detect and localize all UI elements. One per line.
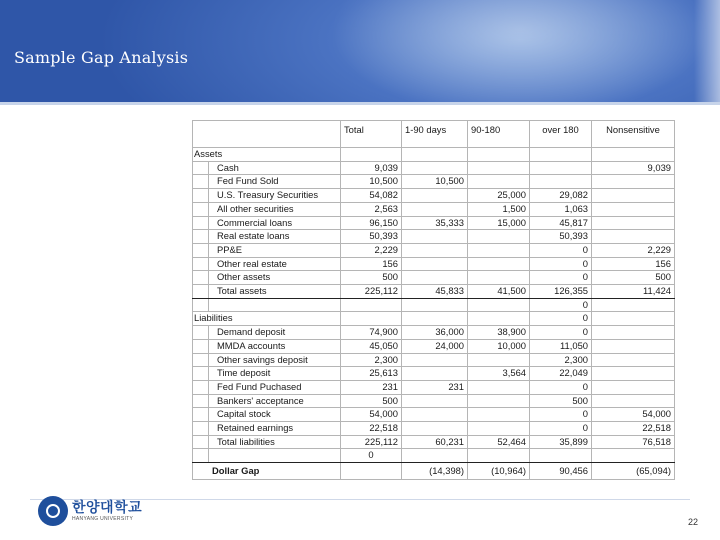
cell-nonsensitive [592, 326, 675, 340]
cell-1-90-days [402, 271, 468, 285]
cell-over-180: 0 [530, 257, 592, 271]
cell-total: 50,393 [341, 230, 402, 244]
cell-1-90-days [402, 243, 468, 257]
table-row [193, 202, 675, 216]
cell-1-90-days: 60,231 [402, 435, 468, 449]
cell-over-180: 45,817 [530, 216, 592, 230]
cell-1-90-days [402, 161, 468, 175]
cell-90-180 [468, 380, 530, 394]
assets-rows [193, 161, 675, 284]
row-label: U.S. Treasury Securities [209, 189, 341, 203]
cell-90-180: 3,564 [468, 367, 530, 381]
table-row [193, 189, 675, 203]
cell-90-180: 52,464 [468, 435, 530, 449]
cell-90-180 [468, 408, 530, 422]
cell-1-90-days: 36,000 [402, 326, 468, 340]
row-label: Other real estate [209, 257, 341, 271]
cell-90-180: (10,964) [468, 463, 530, 480]
liabilities-rows [193, 326, 675, 436]
cell-over-180 [530, 175, 592, 189]
table-row [193, 243, 675, 257]
cell-over-180: 2,300 [530, 353, 592, 367]
cell-over-180: 11,050 [530, 339, 592, 353]
row-label: All other securities [209, 202, 341, 216]
cell-90-180 [468, 394, 530, 408]
table-row [193, 422, 675, 436]
cell-total: 54,082 [341, 189, 402, 203]
cell-nonsensitive [592, 189, 675, 203]
cell-total: 225,112 [341, 285, 402, 299]
cell-total: 156 [341, 257, 402, 271]
cell-over-180: 0 [530, 380, 592, 394]
cell-nonsensitive [592, 367, 675, 381]
banner-glow [330, 0, 710, 102]
cell-total: 22,518 [341, 422, 402, 436]
cell-90-180: 41,500 [468, 285, 530, 299]
cell-90-180 [468, 422, 530, 436]
cell-over-180: 29,082 [530, 189, 592, 203]
cell-1-90-days: (14,398) [402, 463, 468, 480]
row-label: Real estate loans [209, 230, 341, 244]
cell-90-180: 38,900 [468, 326, 530, 340]
table-row [193, 339, 675, 353]
banner-edge [694, 0, 720, 102]
cell-over-180: 0 [530, 326, 592, 340]
university-emblem-icon [38, 496, 68, 526]
cell-1-90-days: 10,500 [402, 175, 468, 189]
cell-1-90-days: 231 [402, 380, 468, 394]
row-label: PP&E [209, 243, 341, 257]
cell-1-90-days [402, 257, 468, 271]
row-label: Other assets [209, 271, 341, 285]
cell-90-180: 10,000 [468, 339, 530, 353]
cell-over-180: 50,393 [530, 230, 592, 244]
cell-nonsensitive [592, 230, 675, 244]
table-row [193, 230, 675, 244]
cell-90-180: 15,000 [468, 216, 530, 230]
cell-total: 231 [341, 380, 402, 394]
row-label: Fed Fund Sold [209, 175, 341, 189]
assets-heading: Assets [193, 148, 341, 162]
cell-over-180: 0 [530, 312, 592, 326]
cell-nonsensitive: 54,000 [592, 408, 675, 422]
cell-nonsensitive: (65,094) [592, 463, 675, 480]
table-row [193, 326, 675, 340]
cell-total: 225,112 [341, 435, 402, 449]
table-row [193, 394, 675, 408]
cell-total: 2,300 [341, 353, 402, 367]
cell-total: 500 [341, 271, 402, 285]
row-label: Bankers' acceptance [209, 394, 341, 408]
cell-total: 0 [341, 449, 402, 463]
dollar-gap-row [193, 463, 675, 480]
cell-90-180 [468, 175, 530, 189]
university-logo [38, 493, 146, 529]
cell-90-180 [468, 353, 530, 367]
row-label: Other savings deposit [209, 353, 341, 367]
row-label: Commercial loans [209, 216, 341, 230]
cell-total: 54,000 [341, 408, 402, 422]
cell-over-180: 0 [530, 298, 592, 312]
total-liabilities-extra-row [193, 449, 675, 463]
row-label: Capital stock [209, 408, 341, 422]
table-row [193, 175, 675, 189]
dollar-gap-label: Dollar Gap [193, 463, 341, 480]
cell-1-90-days [402, 422, 468, 436]
table-header-row [193, 121, 675, 148]
liabilities-section-row [193, 312, 675, 326]
cell-nonsensitive: 9,039 [592, 161, 675, 175]
cell-nonsensitive: 2,229 [592, 243, 675, 257]
cell-total: 2,563 [341, 202, 402, 216]
cell-nonsensitive [592, 216, 675, 230]
cell-nonsensitive: 11,424 [592, 285, 675, 299]
table-row [193, 216, 675, 230]
cell-over-180: 22,049 [530, 367, 592, 381]
row-label: Cash [209, 161, 341, 175]
row-label: Fed Fund Puchased [209, 380, 341, 394]
cell-nonsensitive [592, 380, 675, 394]
table-row [193, 380, 675, 394]
cell-1-90-days [402, 394, 468, 408]
cell-nonsensitive: 156 [592, 257, 675, 271]
cell-nonsensitive: 500 [592, 271, 675, 285]
cell-total: 500 [341, 394, 402, 408]
gap-analysis-table [192, 120, 675, 480]
cell-nonsensitive [592, 353, 675, 367]
table-row [193, 257, 675, 271]
cell-1-90-days [402, 202, 468, 216]
cell-nonsensitive [592, 394, 675, 408]
cell-over-180: 0 [530, 422, 592, 436]
row-label: Time deposit [209, 367, 341, 381]
cell-over-180: 500 [530, 394, 592, 408]
table-row [193, 271, 675, 285]
cell-90-180 [468, 271, 530, 285]
cell-1-90-days: 24,000 [402, 339, 468, 353]
cell-1-90-days [402, 367, 468, 381]
cell-1-90-days [402, 408, 468, 422]
cell-over-180 [530, 161, 592, 175]
row-label: Total assets [209, 285, 341, 299]
cell-1-90-days [402, 353, 468, 367]
spacer-row [193, 298, 675, 312]
university-english-name: HANYANG UNIVERSITY [72, 515, 134, 522]
cell-1-90-days: 45,833 [402, 285, 468, 299]
cell-total: 2,229 [341, 243, 402, 257]
header-90-180: 90-180 [468, 121, 530, 148]
page-number: 22 [687, 517, 698, 527]
cell-over-180: 0 [530, 243, 592, 257]
table-row [193, 353, 675, 367]
row-label: Retained earnings [209, 422, 341, 436]
header-nonsensitive: Nonsensitive [592, 121, 675, 148]
table-row [193, 408, 675, 422]
cell-90-180 [468, 161, 530, 175]
header-over-180: over 180 [530, 121, 592, 148]
cell-over-180: 90,456 [530, 463, 592, 480]
cell-90-180: 1,500 [468, 202, 530, 216]
total-liabilities-row [193, 435, 675, 449]
cell-total: 25,613 [341, 367, 402, 381]
cell-90-180 [468, 230, 530, 244]
cell-nonsensitive [592, 339, 675, 353]
cell-total: 96,150 [341, 216, 402, 230]
cell-1-90-days [402, 189, 468, 203]
cell-90-180 [468, 243, 530, 257]
cell-over-180: 0 [530, 271, 592, 285]
cell-over-180: 1,063 [530, 202, 592, 216]
assets-section-row [193, 148, 675, 162]
row-label: Demand deposit [209, 326, 341, 340]
cell-90-180: 25,000 [468, 189, 530, 203]
cell-nonsensitive [592, 202, 675, 216]
cell-1-90-days [402, 230, 468, 244]
cell-over-180: 35,899 [530, 435, 592, 449]
header-label-cell [193, 121, 341, 148]
total-assets-row [193, 285, 675, 299]
university-korean-name: 한양대학교 [72, 499, 143, 516]
banner-divider [0, 102, 720, 105]
cell-90-180 [468, 257, 530, 271]
table-row [193, 367, 675, 381]
cell-total: 9,039 [341, 161, 402, 175]
liabilities-heading: Liabilities [193, 312, 341, 326]
cell-1-90-days: 35,333 [402, 216, 468, 230]
slide-title: Sample Gap Analysis [14, 48, 189, 67]
cell-nonsensitive: 76,518 [592, 435, 675, 449]
header-total: Total [341, 121, 402, 148]
cell-nonsensitive: 22,518 [592, 422, 675, 436]
header-1-90-days: 1-90 days [402, 121, 468, 148]
table-row [193, 161, 675, 175]
cell-total: 10,500 [341, 175, 402, 189]
row-label: MMDA accounts [209, 339, 341, 353]
cell-over-180: 0 [530, 408, 592, 422]
cell-total: 45,050 [341, 339, 402, 353]
cell-total [341, 463, 402, 480]
row-label: Total liabilities [209, 435, 341, 449]
cell-nonsensitive [592, 175, 675, 189]
cell-over-180: 126,355 [530, 285, 592, 299]
cell-total: 74,900 [341, 326, 402, 340]
